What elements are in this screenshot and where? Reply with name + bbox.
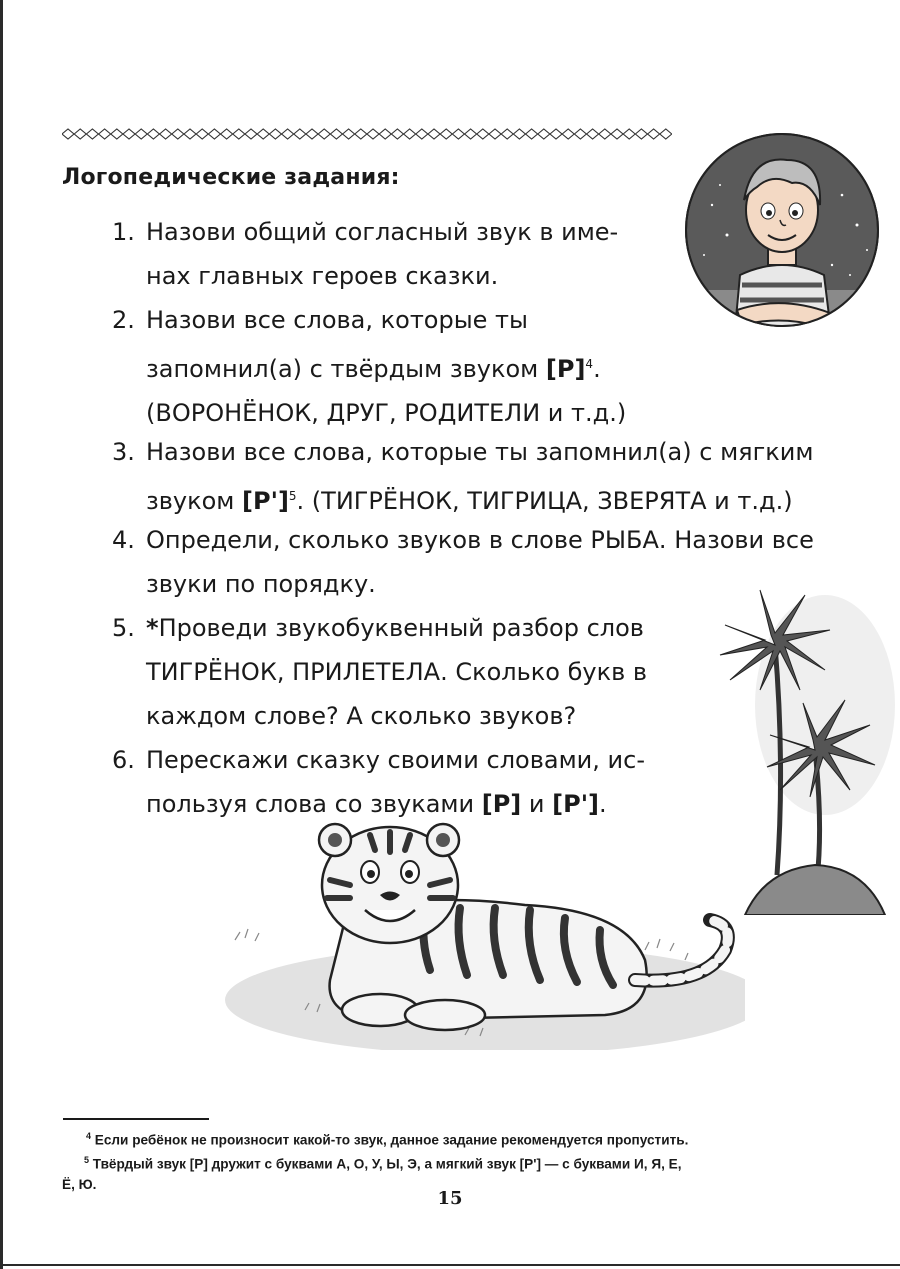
boy-illustration: [682, 125, 882, 335]
diamond-ornament: [416, 129, 428, 139]
footnote-ref: 4: [585, 357, 594, 371]
diamond-ornament: [587, 129, 599, 139]
section-heading: Логопедические задания:: [62, 165, 400, 190]
task-number: 2.: [112, 306, 135, 334]
task-number: 6.: [112, 746, 135, 774]
diamond-ornament: [489, 129, 501, 139]
diamond-ornament: [660, 129, 672, 139]
footnote-4: $^4$ Если ребёнок не произносит какой-то звук, данное задание рекомендуется пропустить.: [86, 1131, 689, 1148]
diamond-ornament: [574, 129, 586, 139]
tiger-cub-illustration: [205, 810, 745, 1050]
diamond-ornament: [611, 129, 623, 139]
diamond-ornament: [599, 129, 611, 139]
diamond-ornament: [221, 129, 233, 139]
footnote-ref: 5: [288, 489, 297, 503]
task-line: *Проведи звукобуквенный разбор слов: [146, 614, 644, 642]
task-line: Перескажи сказку своими словами, ис-: [146, 746, 645, 774]
task-line: нах главных героев сказки.: [146, 262, 499, 290]
diamond-ornament: [135, 129, 147, 139]
diamond-ornament: [452, 129, 464, 139]
footnote-separator: [63, 1118, 209, 1120]
diamond-ornament: [257, 129, 269, 139]
diamond-ornament: [306, 129, 318, 139]
diamond-ornament: [147, 129, 159, 139]
diamond-ornament: [318, 129, 330, 139]
task-line: звуки по порядку.: [146, 570, 376, 598]
task-number: 1.: [112, 218, 135, 246]
task-number: 4.: [112, 526, 135, 554]
diamond-ornament: [294, 129, 306, 139]
task-1: [112, 210, 618, 298]
left-page-edge: [0, 0, 3, 1269]
page-number: 15: [437, 1188, 463, 1209]
task-5: [112, 606, 647, 738]
diamond-ornament: [513, 129, 525, 139]
task-number: 3.: [112, 438, 135, 466]
task-line: пользуя слова со звуками [Р] и [Р'].: [146, 790, 607, 818]
hard-sound-label: [Р]: [545, 355, 586, 383]
diamond-ornament: [550, 129, 562, 139]
diamond-ornament: [208, 129, 220, 139]
diamond-ornament: [404, 129, 416, 139]
diamond-ornament: [74, 129, 86, 139]
diamond-ornament: [428, 129, 440, 139]
footnote-5: $^5$ Твёрдый звук [Р] дружит с буквами А, О, У, Ы, Э, а мягкий звук [Р'] — с буквами И, Я, Е,: [84, 1155, 682, 1172]
diamond-ornament: [123, 129, 135, 139]
diamond-ornament: [245, 129, 257, 139]
task-line: запомнил(а) с твёрдым звуком $[Р]^4$.: [146, 355, 601, 383]
diamond-ornament: [501, 129, 513, 139]
task-line: каждом слове? А сколько звуков?: [146, 702, 577, 730]
diamond-ornament: [440, 129, 452, 139]
diamond-divider: [62, 128, 672, 140]
diamond-ornament: [86, 129, 98, 139]
diamond-ornament: [111, 129, 123, 139]
task-line: ТИГРЁНОК, ПРИЛЕТЕЛА. Сколько букв в: [146, 658, 647, 686]
soft-sound-label: [Р']: [552, 790, 600, 818]
star-mark: *: [146, 614, 159, 642]
task-line: Определи, сколько звуков в слове РЫБА. Назови все: [146, 526, 814, 554]
task-line: Назови все слова, которые ты запомнил(а) с мягким: [146, 438, 814, 466]
diamond-ornament: [196, 129, 208, 139]
task-line: Назови все слова, которые ты: [146, 306, 528, 334]
bottom-page-edge: [0, 1264, 900, 1266]
task-line: Назови общий согласный звук в име-: [146, 218, 619, 246]
diamond-ornament: [172, 129, 184, 139]
diamond-ornament: [526, 129, 538, 139]
diamond-ornament: [330, 129, 342, 139]
diamond-ornament: [379, 129, 391, 139]
diamond-ornament: [282, 129, 294, 139]
task-3: [112, 430, 813, 523]
diamond-ornament: [160, 129, 172, 139]
diamond-ornament: [562, 129, 574, 139]
diamond-ornament: [623, 129, 635, 139]
diamond-ornament: [635, 129, 647, 139]
diamond-ornament: [355, 129, 367, 139]
diamond-ornament: [99, 129, 111, 139]
diamond-ornament: [233, 129, 245, 139]
diamond-ornament: [184, 129, 196, 139]
diamond-ornament: [538, 129, 550, 139]
task-2: [112, 298, 626, 435]
diamond-ornament: [465, 129, 477, 139]
diamond-ornament: [391, 129, 403, 139]
diamond-ornament: [343, 129, 355, 139]
footnote-5-continued: Ё, Ю.: [62, 1177, 97, 1192]
hard-sound-label: [Р]: [481, 790, 522, 818]
diamond-ornament: [367, 129, 379, 139]
soft-sound-label: [Р']: [242, 487, 289, 515]
task-line: (ВОРОНЁНОК, ДРУГ, РОДИТЕЛИ и т.д.): [146, 399, 627, 427]
task-line: звуком $[Р']^5$. (ТИГРЁНОК, ТИГРИЦА, ЗВЕРЯТА и т.д.): [146, 487, 793, 515]
diamond-ornament: [62, 129, 74, 139]
diamond-ornament: [648, 129, 660, 139]
diamond-ornament: [269, 129, 281, 139]
diamond-ornament: [477, 129, 489, 139]
task-number: 5.: [112, 614, 135, 642]
